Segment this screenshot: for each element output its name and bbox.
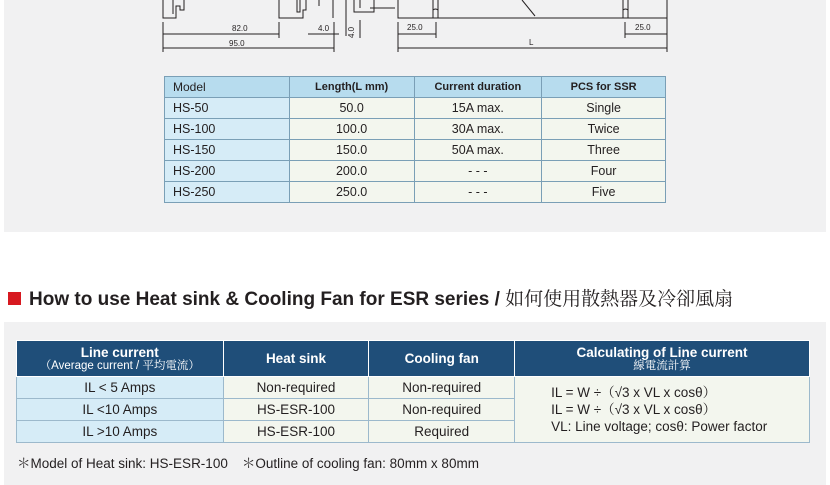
formula-line-2: IL = W ÷（√3 x VL x cosθ） [551, 402, 717, 417]
column-header-line-current [17, 341, 224, 377]
calc-label: Calculating of Line current [576, 344, 748, 360]
pcs-cell: Five [542, 182, 666, 203]
line-current-cell: IL < 5 Amps [17, 377, 224, 399]
current-cell: 15A max. [414, 98, 542, 119]
section-title-chinese: 如何使用散熱器及冷卻風扇 [505, 289, 734, 310]
cooling-fan-cell: Non-required [369, 377, 515, 399]
dim-label-82: 82.0 [232, 24, 248, 33]
table-row [165, 119, 666, 140]
line-current-label: Line current [80, 344, 159, 360]
dim-label-length: L [529, 38, 534, 47]
table-row [165, 161, 666, 182]
column-header-current: Current duration [414, 77, 542, 98]
table-row [165, 140, 666, 161]
model-table [164, 76, 666, 203]
heat-sink-cell: HS-ESR-100 [223, 399, 369, 421]
formula-line-1: IL = W ÷（√3 x VL x cosθ） [551, 385, 717, 400]
column-header-length: Length(L mm) [289, 77, 414, 98]
model-cell: HS-200 [165, 161, 290, 182]
calc-sublabel: 線電流計算 [633, 359, 691, 372]
footnote-fan: ＊Outline of cooling fan: 80mm x 80mm [241, 456, 479, 471]
length-cell: 50.0 [289, 98, 414, 119]
dim-label-25-right: 25.0 [635, 23, 651, 32]
length-cell: 250.0 [289, 182, 414, 203]
line-current-cell: IL <10 Amps [17, 399, 224, 421]
current-cell: - - - [414, 161, 542, 182]
column-header-heat-sink: Heat sink [223, 341, 369, 377]
dim-label-4-vertical: 4.0 [347, 26, 356, 38]
usage-table-header-row [17, 341, 810, 377]
length-cell: 200.0 [289, 161, 414, 182]
section-heading [8, 288, 733, 312]
dim-label-4-horizontal: 4.0 [318, 24, 330, 33]
dim-label-25-left: 25.0 [407, 23, 423, 32]
line-current-cell: IL >10 Amps [17, 421, 224, 443]
pcs-cell: Four [542, 161, 666, 182]
cooling-fan-cell: Required [369, 421, 515, 443]
table-row [17, 377, 810, 399]
line-current-sublabel: （Average current / 平均電流） [39, 359, 200, 372]
current-cell: - - - [414, 182, 542, 203]
dim-label-95: 95.0 [229, 39, 245, 48]
pcs-cell: Three [542, 140, 666, 161]
current-cell: 30A max. [414, 119, 542, 140]
column-header-pcs: PCS for SSR [542, 77, 666, 98]
heat-sink-cell: Non-required [223, 377, 369, 399]
calc-cell [515, 377, 810, 443]
column-header-model: Model [165, 77, 290, 98]
model-cell: HS-100 [165, 119, 290, 140]
table-row [165, 98, 666, 119]
column-header-calc [515, 341, 810, 377]
usage-table [16, 340, 810, 443]
model-cell: HS-150 [165, 140, 290, 161]
pcs-cell: Twice [542, 119, 666, 140]
red-square-icon [8, 292, 21, 305]
model-table-header-row [165, 77, 666, 98]
model-cell: HS-250 [165, 182, 290, 203]
length-cell: 100.0 [289, 119, 414, 140]
section-title: How to use Heat sink & Cooling Fan for ESR series / [29, 289, 500, 310]
model-cell: HS-50 [165, 98, 290, 119]
pcs-cell: Single [542, 98, 666, 119]
column-header-cooling-fan: Cooling fan [369, 341, 515, 377]
current-cell: 50A max. [414, 140, 542, 161]
table-row [165, 182, 666, 203]
footnote-heat-sink: ＊Model of Heat sink: HS-ESR-100 [17, 456, 228, 471]
footnote [17, 452, 479, 472]
heat-sink-cell: HS-ESR-100 [223, 421, 369, 443]
cooling-fan-cell: Non-required [369, 399, 515, 421]
formula-legend: VL: Line voltage; cosθ: Power factor [551, 419, 768, 434]
length-cell: 150.0 [289, 140, 414, 161]
